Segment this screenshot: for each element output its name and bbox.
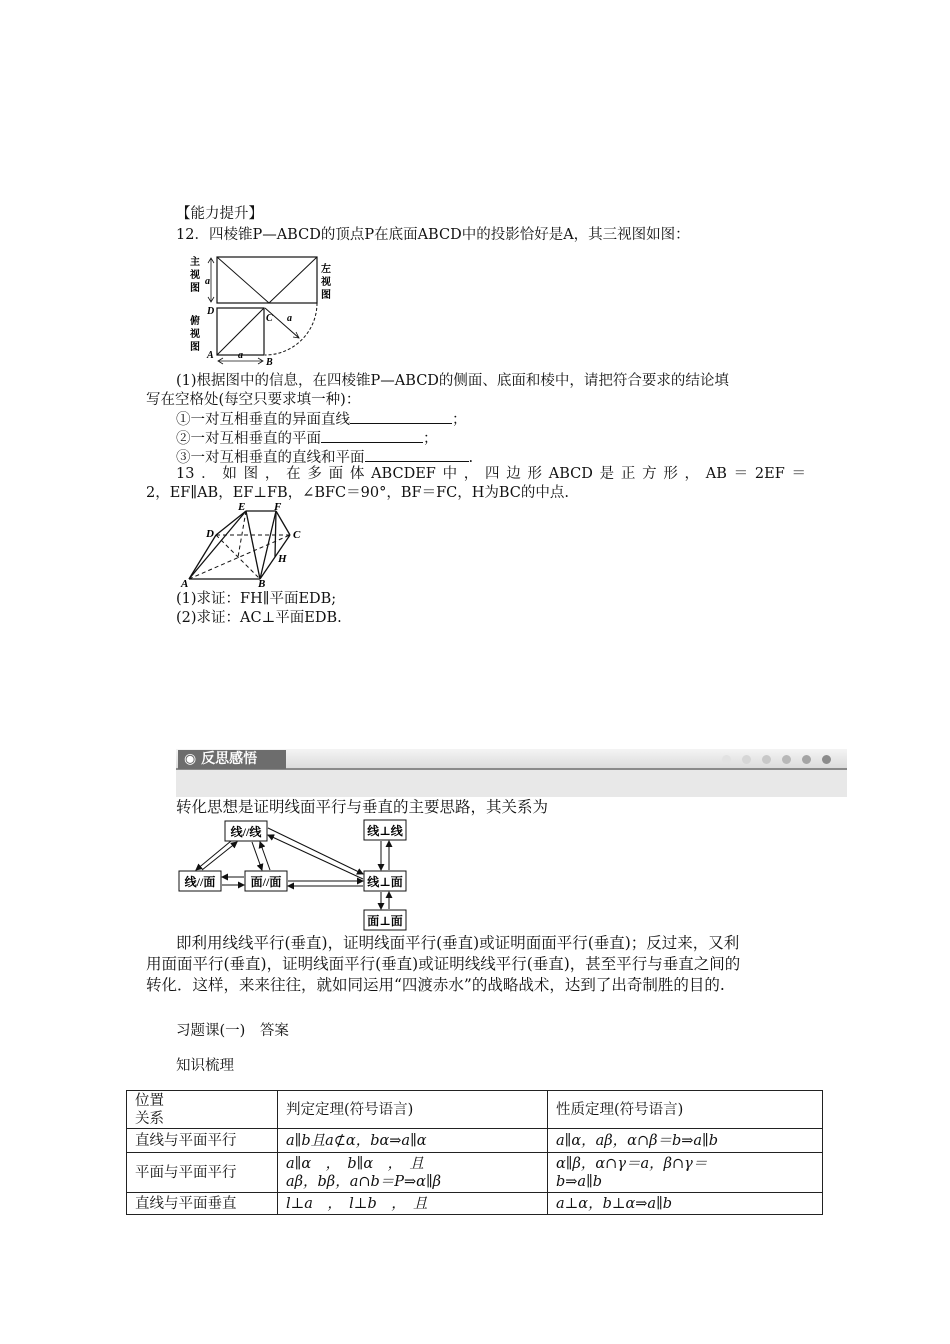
q13-part1: (1)求证：FH∥平面EDB; [176,591,337,607]
top-view-ch2: 视 [190,329,200,340]
answers-subheading: 知识梳理 [176,1058,234,1074]
q12-item2 [176,428,438,449]
q12-item1-text: ①一对互相垂直的异面直线 [176,412,350,428]
left-view-ch3: 图 [321,290,331,301]
row1-c1: 直线与平面平行 [127,1129,278,1153]
row1-c2: a∥b且a⊄α，bα⇒a∥α [278,1129,548,1153]
row3-c3: a⊥α，b⊥α⇒a∥b [548,1193,823,1215]
node-line-par-plane: 线//面 [184,875,216,889]
label-a3: a [238,350,243,361]
label-F: F [274,501,282,513]
node-line-perp-plane: 线⊥面 [367,875,403,889]
three-view-figure [186,252,346,370]
label-a2: a [287,313,292,324]
row2-c2-line1: a∥α ， b∥α ， 且 [286,1155,424,1172]
q12-part1-line2: 写在空格处(每空只要求填一种)： [146,392,361,408]
label-a1: a [205,276,210,287]
q12-item3-text: ③一对互相垂直的直线和平面 [176,450,365,466]
main-view-ch2: 视 [190,270,200,281]
label-C: C [266,313,273,324]
row2-c2 [278,1153,548,1193]
top-view-diag [217,308,264,355]
label-A: A [207,350,214,361]
banner-dot-5 [802,755,811,764]
label-E: E [238,501,246,513]
label-C2: C [293,529,301,541]
q12-blank2[interactable] [321,428,423,443]
main-view-ch1: 主 [190,257,200,268]
reflection-para-line1: 即利用线线平行(垂直)，证明线面平行(垂直)或证明面面平行(垂直)；反过来，又利 [176,934,740,952]
label-B2: B [258,578,266,588]
q13-stem-line2: 2，EF∥AB，EF⊥FB，∠BFC＝90°，BF＝FC，H为BC的中点. [146,485,569,501]
dashed-arc [265,303,317,355]
banner-dot-4 [782,755,791,764]
table-row [127,1153,823,1193]
table-header-c2: 判定定理(符号语言) [278,1091,548,1129]
node-line-par-line: 线//线 [230,825,262,839]
node-line-perp-line: 线⊥线 [367,824,403,838]
table-header-c3: 性质定理(符号语言) [548,1091,823,1129]
q12-blank3[interactable] [365,447,469,462]
label-D: D [207,306,215,317]
row2-c3-line2: b⇒a∥b [556,1173,603,1190]
reflection-para-line3: 转化．这样，来来往往，就如同运用“四渡赤水”的战略战术，达到了出奇制胜的目的. [146,976,725,994]
reflection-banner [176,749,847,797]
banner-label: ◉ 反思感悟 [178,750,286,769]
q13-stem-line1: 13．如图，在多面体ABCDEF中，四边形ABCD是正方形，AB＝2EF＝ [176,466,806,482]
q12-blank1[interactable] [350,409,452,424]
main-view-diag1 [217,257,269,303]
left-view-ch2: 视 [321,277,331,288]
q12-item2-text: ②一对互相垂直的平面 [176,431,321,447]
q13-part2: (2)求证：AC⊥平面EDB. [176,610,342,626]
node-plane-perp-plane: 面⊥面 [367,914,403,928]
reflection-intro: 转化思想是证明线面平行与垂直的主要思路，其关系为 [176,798,549,816]
label-D2: D [206,528,214,540]
row3-c1: 直线与平面垂直 [127,1193,278,1215]
q12-item1 [176,409,467,430]
table-row [127,1193,823,1215]
row2-c3-line1: α∥β，α∩γ＝a，β∩γ＝ [556,1155,708,1172]
polyhedron-figure [176,500,311,588]
relation-diagram [176,818,408,932]
section-title: 【能力提升】 [176,206,263,222]
table-row [127,1129,823,1153]
q12-item3-end: . [468,450,474,466]
row3-c2: l⊥a ， l⊥b ， 且 [278,1193,548,1215]
q12-stem: 12．四棱锥P—ABCD的顶点P在底面ABCD中的投影恰好是A，其三视图如图： [176,227,690,243]
table-header-row [127,1091,823,1129]
row1-c3: a∥α，aβ，α∩β＝b⇒a∥b [548,1129,823,1153]
header-c1-line2: 关系 [135,1110,164,1127]
answers-heading: 习题课(一) 答案 [176,1023,289,1039]
q12-part1-line1: (1)根据图中的信息，在四棱锥P—ABCD的侧面、底面和棱中，请把符合要求的结论填 [176,373,729,389]
row2-c2-line2: aβ，bβ，a∩b＝P⇒α∥β [286,1173,442,1190]
main-view-rect [217,257,317,303]
label-B: B [266,357,273,368]
q12-item1-end: ； [452,412,467,428]
header-c1-line1: 位置 [135,1092,164,1109]
q12-item2-end: ； [423,431,438,447]
left-view-ch1: 左 [321,264,331,275]
label-H: H [278,553,287,565]
answers-table [126,1090,823,1215]
table-header-c1 [127,1091,278,1129]
row2-c1: 平面与平面平行 [127,1153,278,1193]
main-view-ch3: 图 [190,283,200,294]
banner-lower [176,770,847,797]
node-plane-par-plane: 面//面 [250,875,282,889]
main-view-diag2 [269,257,317,303]
label-A2: A [181,578,189,588]
banner-dot-3 [762,755,771,764]
row2-c3 [548,1153,823,1193]
banner-dot-1 [722,755,731,764]
reflection-para-line2: 用面面平行(垂直)，证明线面平行(垂直)或证明线线平行(垂直)，甚至平行与垂直之间的 [146,955,741,973]
top-view-ch1: 俯 [190,316,200,327]
banner-dot-2 [742,755,751,764]
banner-dot-6 [822,755,831,764]
top-view-ch3: 图 [190,342,200,353]
